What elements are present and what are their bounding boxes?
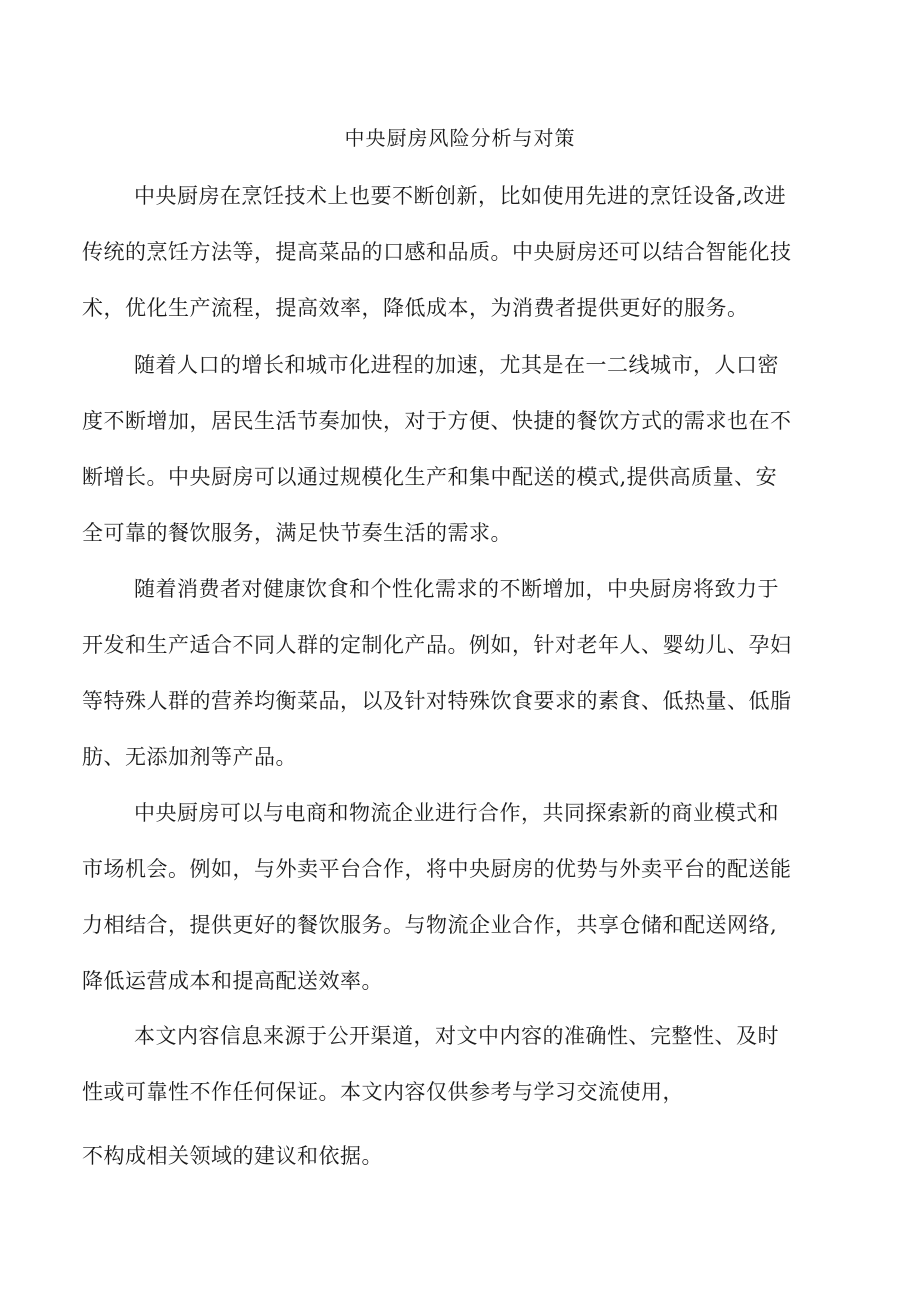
paragraph-line: 中央厨房可以与电商和物流企业进行合作，共同探索新的商业模式和 xyxy=(134,801,779,825)
paragraph-line: 中央厨房在烹饪技术上也要不断创新，比如使用先进的烹饪设备,改进 xyxy=(134,184,787,208)
paragraph-line: 全可靠的餐饮服务，满足快节奏生活的需求。 xyxy=(82,521,512,545)
paragraph-central-kitchen-innovation xyxy=(82,168,842,336)
document-title: 中央厨房风险分析与对策 xyxy=(344,126,576,150)
paragraph-line: 降低运营成本和提高配送效率。 xyxy=(82,969,383,993)
paragraph-line: 力相结合，提供更好的餐饮服务。与物流企业合作，共享仓储和配送网络, xyxy=(82,913,778,937)
paragraph-line: 随着人口的增长和城市化进程的加速，尤其是在一二线城市，人口密 xyxy=(134,353,779,377)
paragraph-line: 度不断增加，居民生活节奏加快，对于方便、快捷的餐饮方式的需求也在不 xyxy=(82,409,792,433)
paragraph-line: 市场机会。例如，与外卖平台合作，将中央厨房的优势与外卖平台的配送能 xyxy=(82,857,792,881)
paragraph-line: 性或可靠性不作任何保证。本文内容仅供参考与学习交流使用， xyxy=(82,1080,684,1104)
paragraph-line: 不构成相关领域的建议和依据。 xyxy=(82,1144,383,1168)
paragraph-line: 开发和生产适合不同人群的定制化产品。例如，针对老年人、婴幼儿、孕妇 xyxy=(82,633,792,657)
paragraph-line: 随着消费者对健康饮食和个性化需求的不断增加，中央厨房将致力于 xyxy=(134,577,779,601)
paragraph-customized-products xyxy=(82,561,842,785)
paragraph-line: 本文内容信息来源于公开渠道，对文中内容的准确性、完整性、及时 xyxy=(134,1024,779,1048)
paragraph-line: 等特殊人群的营养均衡菜品，以及针对特殊饮食要求的素食、低热量、低脂 xyxy=(82,689,792,713)
paragraph-ecommerce-logistics xyxy=(82,785,842,1009)
paragraph-line: 术，优化生产流程，提高效率，降低成本，为消费者提供更好的服务。 xyxy=(82,296,749,320)
paragraph-line: 肪、无添加剂等产品。 xyxy=(82,745,297,769)
paragraph-line: 断增长。中央厨房可以通过规模化生产和集中配送的模式,提供高质量、安 xyxy=(82,465,778,489)
paragraph-line: 传统的烹饪方法等，提高菜品的口感和品质。中央厨房还可以结合智能化技 xyxy=(82,240,792,264)
paragraph-disclaimer xyxy=(82,1008,842,1184)
paragraph-urbanization-demand xyxy=(82,337,842,561)
